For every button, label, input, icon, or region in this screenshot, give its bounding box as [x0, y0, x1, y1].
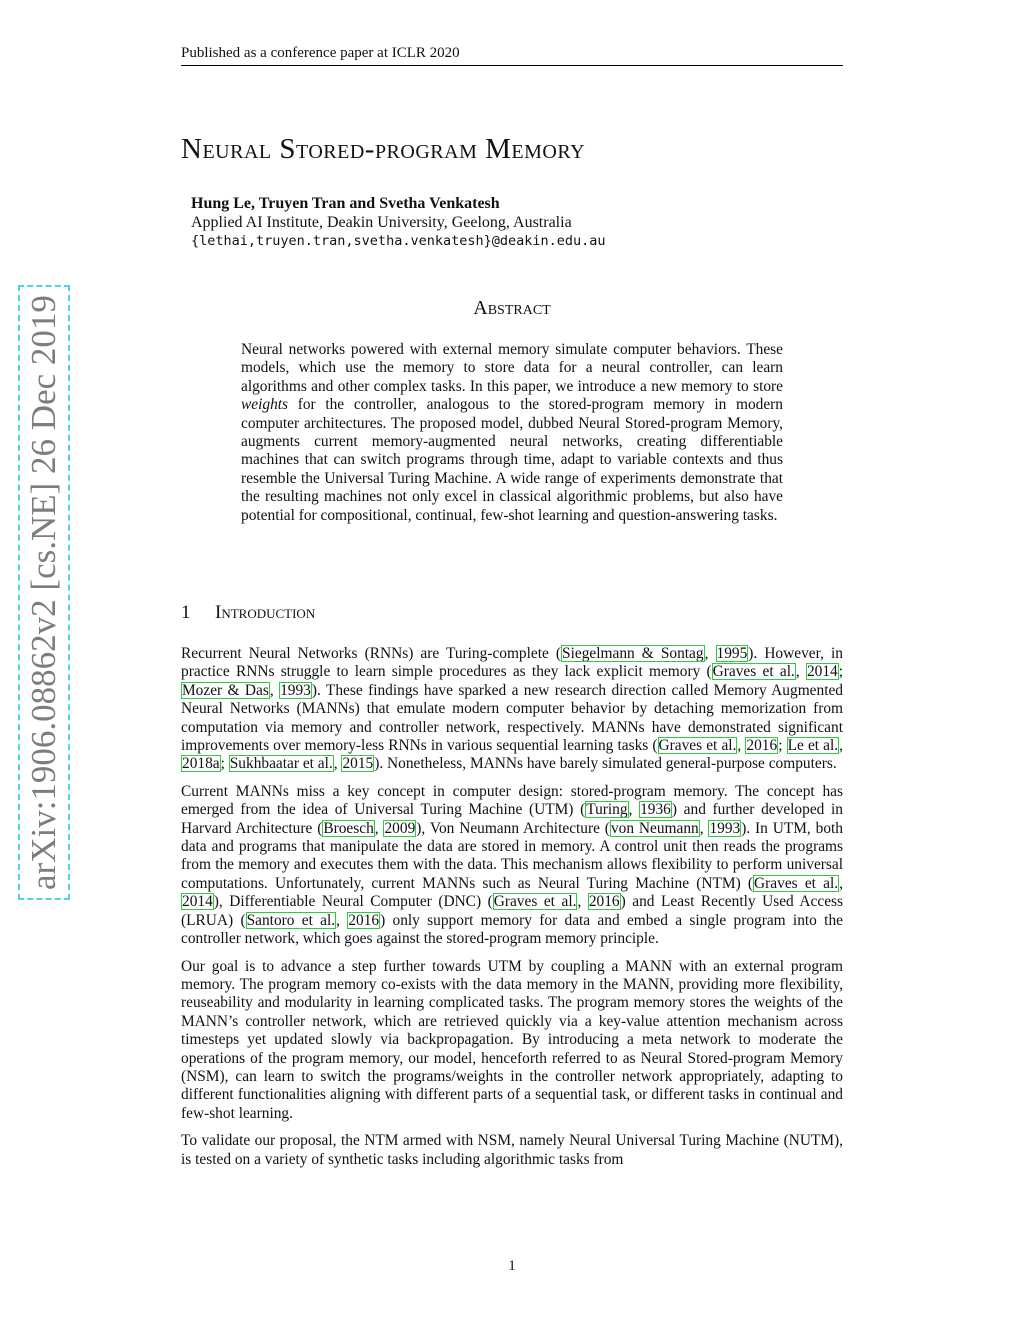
- citation-link[interactable]: Graves et al.: [658, 737, 737, 755]
- text-run: ,: [628, 801, 640, 819]
- author-names: Hung Le, Truyen Tran and Svetha Venkatesh: [191, 195, 500, 212]
- section-number: 1: [181, 602, 191, 623]
- citation-link[interactable]: 2014: [182, 893, 213, 911]
- citation-link[interactable]: 2016: [348, 911, 380, 929]
- citation-link[interactable]: Sukhbaatar et al.: [229, 755, 333, 773]
- paragraph-3: Our goal is to advance a step further towards UTM by coupling a MANN with an external program memory. The program memory co-exists with the data memory in the MANN, providing more flexibility, reuseability and modularity in learning complicated tasks. The program memory stores the weights of the MANN’s controller network, which are retrieved quickly via a key-value attention mechanism across timesteps yet updated slowly via backpropagation. By introducing a meta network to moderate the operations of the program memory, our model, henceforth referred to as Neural Stored-program Memory (NSM), can learn to switch the programs/weights in the controller network appropriately, adapting to different functionalities aligning with different parts of a sequential task, or different tasks in continual and few-shot learning.: [181, 957, 843, 1122]
- citation-link[interactable]: 2009: [384, 819, 416, 837]
- page-number: 1: [508, 1258, 516, 1274]
- citation-link[interactable]: Siegelmann & Sontag: [562, 645, 704, 662]
- abstract-part-1: Neural networks powered with external memory simulate computer behaviors. These models, which use the memory to store data for a neural controller, can learn algorithms and other complex tasks. In this paper, we introduce a new memory to store: [241, 341, 783, 395]
- author-email: {lethai,truyen.tran,svetha.venkatesh}@deakin.edu.au: [191, 233, 606, 249]
- affiliation: Applied AI Institute, Deakin University, Geelong, Australia: [191, 214, 572, 231]
- text-run: ;: [838, 663, 843, 681]
- text-run: ,: [269, 681, 280, 699]
- citation-link[interactable]: Graves et al.: [754, 874, 839, 892]
- text-run: ,: [336, 911, 348, 929]
- paragraph-2: [181, 783, 843, 949]
- citation-link[interactable]: von Neumann: [610, 819, 699, 837]
- citation-link[interactable]: 2016: [746, 737, 778, 755]
- citation-link[interactable]: Santoro et al.: [246, 911, 336, 929]
- section-heading: [181, 602, 315, 624]
- running-header: Published as a conference paper at ICLR 2020: [181, 44, 843, 66]
- text-run: ) and Least Recently Used Access (LRUA) (: [181, 893, 844, 929]
- text-run: ), Von Neumann Architecture (: [416, 819, 610, 837]
- text-run: ,: [839, 737, 843, 755]
- citation-link[interactable]: 1936: [640, 801, 671, 819]
- citation-link[interactable]: Broesch: [323, 819, 374, 837]
- citation-link[interactable]: 2018a: [182, 755, 220, 773]
- text-run: ) only support memory for data and embed a single program into the controller network, which goes against the stored-program memory principle.: [181, 911, 843, 948]
- paragraph-1: [181, 645, 843, 774]
- citation-link[interactable]: 2016: [588, 893, 620, 911]
- text-run: ). Nonetheless, MANNs have barely simulated general-purpose computers.: [374, 755, 837, 773]
- text-run: Recurrent Neural Networks (RNNs) are Turing-complete (: [181, 645, 562, 662]
- citation-link[interactable]: 2015: [342, 755, 374, 773]
- text-run: ,: [839, 874, 843, 892]
- text-run: ,: [737, 737, 746, 755]
- text-run: ). In UTM, both data and programs that manipulate the data are stored in memory. A control unit then reads the programs from the memory and executes them with the data. This mechanism allows flexibility to perform universal computations. Unfortunately, current MANNs such as Neural Turing Machine (NTM) (: [181, 819, 844, 892]
- text-run: ,: [577, 893, 588, 911]
- abstract-part-2: for the controller, analogous to the stored-program memory in modern computer architectures. The proposed model, dubbed Neural Stored-program Memory, augments current memory-augmented neural networks, creating differentiable machines that can switch programs through time, adapt to variable contexts and thus resemble the Universal Turing Machine. A wide range of experiments demonstrate that the resulting machines not only excel in classical algorithmic problems, but also have potential for compositional, continual, few-shot learning and question-answering tasks.: [241, 396, 783, 524]
- paragraph-4: To validate our proposal, the NTM armed with NSM, namely Neural Universal Turing Machine (NUTM), is tested on a variety of synthetic tasks including algorithmic tasks from: [181, 1132, 843, 1168]
- paper-title: Neural Stored-program Memory: [181, 133, 586, 165]
- text-run: Current MANNs miss a key concept in computer design: stored-program memory. The concept has emerged from the idea of Universal Turing Machine (UTM) (: [181, 782, 843, 819]
- text-run: ,: [704, 645, 716, 662]
- author-block: [191, 194, 606, 251]
- body-text: [181, 645, 843, 1178]
- citation-link[interactable]: Mozer & Das: [182, 681, 269, 699]
- arxiv-stamp[interactable]: arXiv:1906.08862v2 [cs.NE] 26 Dec 2019: [18, 285, 70, 900]
- citation-link[interactable]: 2014: [806, 663, 838, 681]
- text-run: ;: [778, 737, 787, 755]
- text-run: ,: [795, 663, 806, 681]
- citation-link[interactable]: Graves et al.: [712, 663, 795, 681]
- citation-link[interactable]: Turing: [586, 801, 628, 819]
- abstract-emphasis: weights: [241, 396, 289, 414]
- citation-link[interactable]: 1993: [280, 681, 311, 699]
- text-run: ). These findings have sparked a new research direction called Memory Augmented Neural Networks (MANNs) that emulate modern computer behavior by detaching memorization from computation via memory and controller network, respectively. MANNs have demonstrated significant improvements over memory-less RNNs in various sequential learning tasks (: [181, 681, 843, 755]
- citation-link[interactable]: Graves et al.: [493, 893, 577, 911]
- text-run: ,: [333, 755, 342, 773]
- text-run: ,: [699, 819, 709, 837]
- text-run: ,: [374, 819, 384, 837]
- text-run: ). However, in practice RNNs struggle to learn simple procedures as they lack explicit memory (: [181, 645, 843, 681]
- citation-link[interactable]: 1995: [716, 645, 748, 662]
- citation-link[interactable]: Le et al.: [787, 737, 839, 755]
- text-run: ) and further developed in Harvard Architecture (: [181, 801, 843, 837]
- abstract-text: [241, 341, 783, 525]
- text-run: ;: [220, 755, 229, 773]
- section-title: Introduction: [215, 602, 316, 623]
- abstract-heading: Abstract: [473, 297, 551, 319]
- text-run: ), Differentiable Neural Computer (DNC) (: [213, 893, 493, 911]
- citation-link[interactable]: 1993: [709, 819, 741, 837]
